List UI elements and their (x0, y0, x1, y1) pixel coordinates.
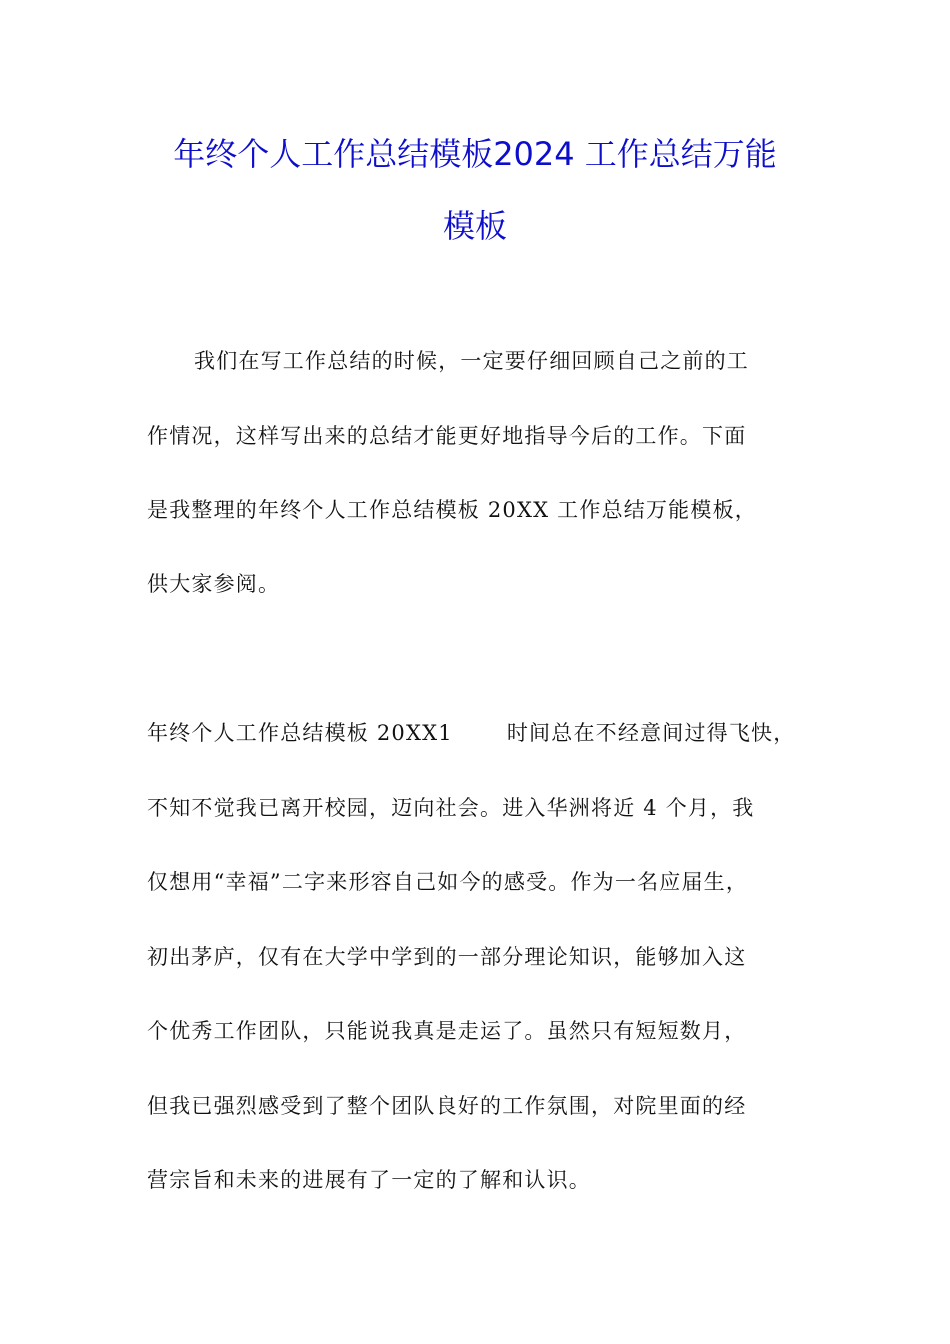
section-line-7: 营宗旨和未来的进展有了一定的了解和认识。 (147, 1168, 591, 1192)
intro-line-2: 作情况，这样写出来的总结才能更好地指导今后的工作。下面 (147, 424, 747, 448)
intro-line-4: 供大家参阅。 (147, 572, 281, 596)
section-line-6: 但我已强烈感受到了整个团队良好的工作氛围，对院里面的经 (147, 1094, 747, 1118)
section-first-line (147, 721, 807, 745)
section-heading: 年终个人工作总结模板 20XX1 (147, 721, 453, 745)
intro-line-3: 是我整理的年终个人工作总结模板 20XX 工作总结万能模板， (147, 498, 757, 522)
section-first-line-text: 时间总在不经意间过得飞快， (506, 721, 796, 745)
section-line-4: 初出茅庐，仅有在大学中学到的一部分理论知识，能够加入这 (147, 945, 747, 969)
document-title-line-1: 年终个人工作总结模板2024 工作总结万能 (173, 135, 777, 173)
section-line-2: 不知不觉我已离开校园，迈向社会。进入华洲将近 4 个月，我 (147, 796, 755, 820)
section-line-3: 仅想用“幸福”二字来形容自己如今的感受。作为一名应届生， (147, 870, 749, 894)
intro-line-1: 我们在写工作总结的时候，一定要仔细回顾自己之前的工 (194, 349, 749, 373)
document-title-line-2: 模板 (442, 207, 507, 245)
section-line-5: 个优秀工作团队，只能说我真是走运了。虽然只有短短数月， (147, 1019, 747, 1043)
